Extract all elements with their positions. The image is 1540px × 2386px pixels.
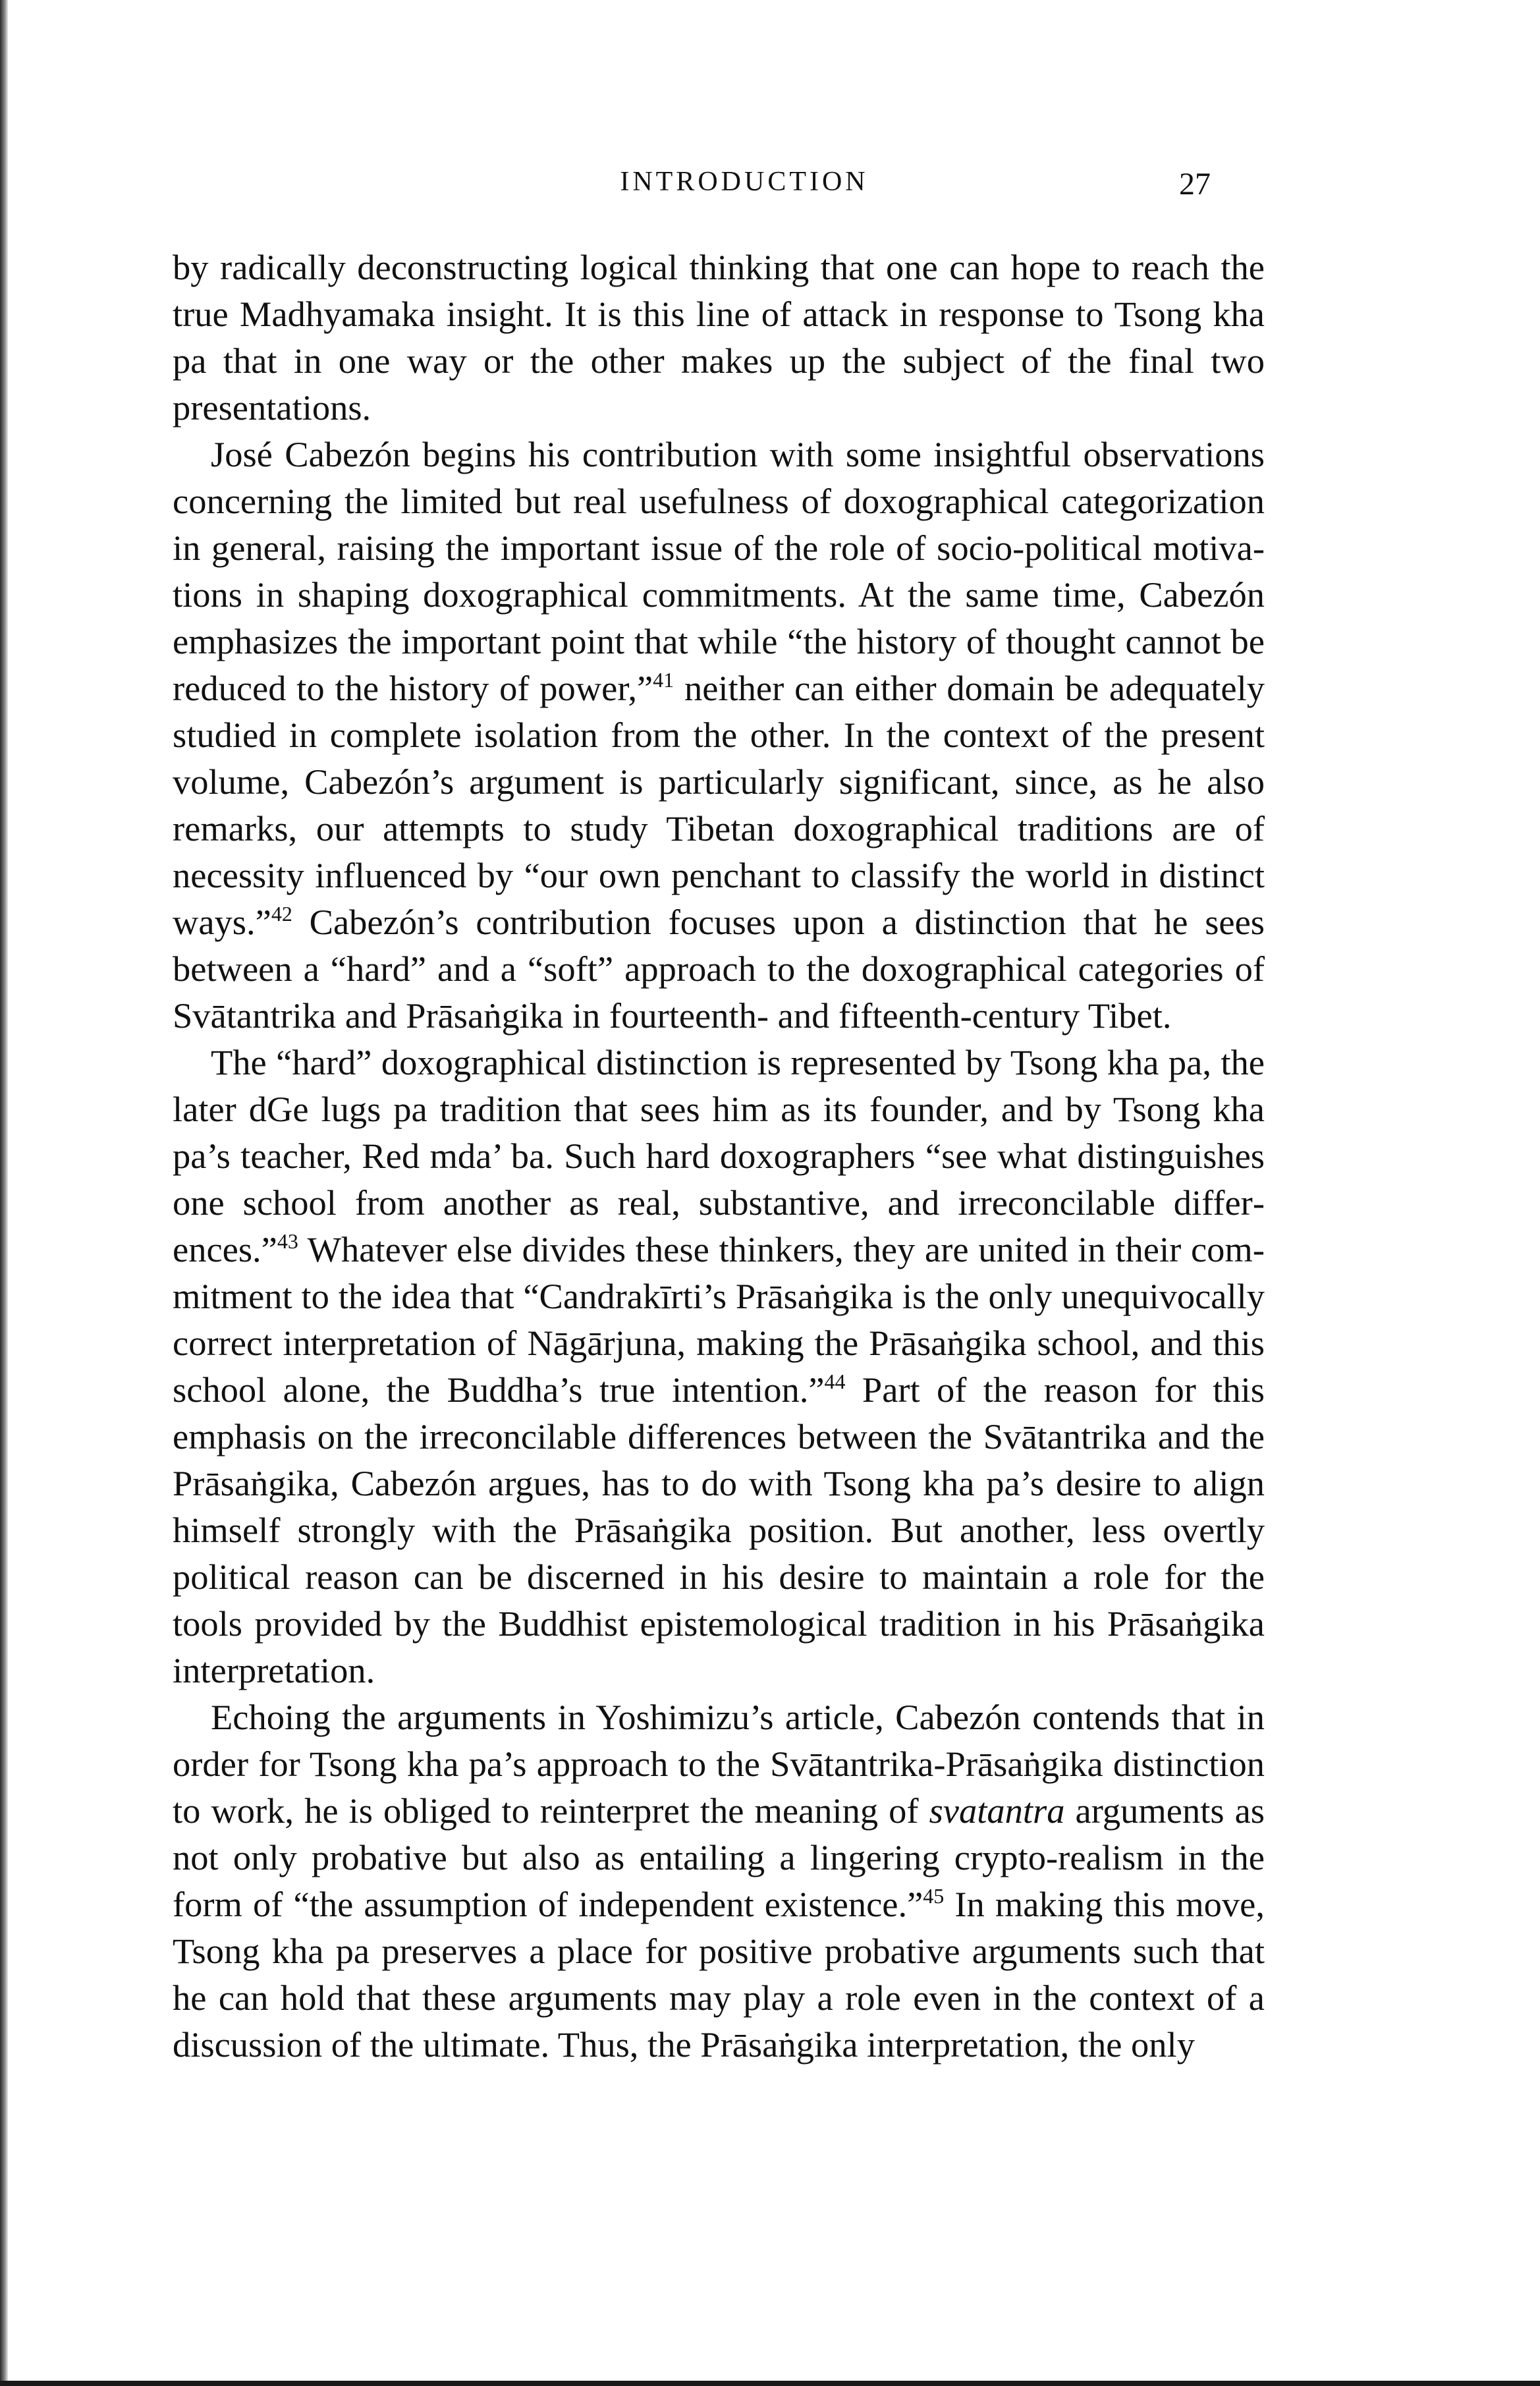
footnote-ref-43: 43 [277, 1229, 298, 1253]
running-title: INTRODUCTION [620, 167, 869, 197]
text-run: neither can either domain be adequately studied in complete isolation from the other. In the context of the present volume, Cabezón’s argument is particularly significant, since, as he also remarks, our attempts to study Tibetan doxographical traditions are of necessity influenced by “our own penchant to classify the world in distinct ways.” [173, 668, 1265, 942]
scan-bottom-edge [0, 2381, 1540, 2386]
footnote-ref-44: 44 [824, 1370, 846, 1393]
paragraph-1 [173, 244, 1265, 431]
scan-left-edge-shadow [0, 0, 8, 2386]
body-text [173, 244, 1265, 2068]
paragraph-3 [173, 1039, 1265, 1694]
paragraph-2 [173, 431, 1265, 1039]
text-run: Echoing the arguments in Yoshimizu’s article, Cabezón contends that in order for Tsong kha pa’s approach to the Svātantrika-Prāsaṅgika distinction to work, he is obliged to reinterpret the meaning of [173, 1697, 1265, 1831]
text-run: arguments as not only probative but also as entailing a lingering crypto-realism in the form of “the assumption of independent existence.” [173, 1790, 1265, 1924]
running-header [0, 166, 1540, 206]
paragraph-4 [173, 1694, 1265, 2068]
text-run: Whatever else divides these thinkers, they are united in their commitment to the idea that “Candrakīrti’s Prāsaṅgika is the only unequivocally correct interpretation of Nāgārjuna, making the Prāsaṅgika school, and this school alone, the Buddha’s true intention.” [173, 1229, 1265, 1410]
text-run: The “hard” doxographical distinction is represented by Tsong kha pa, the later dGe lugs pa tradition that sees him as its founder, and by Tsong kha pa’s teacher, Red mda’ ba. Such hard doxographers “see what distinguishes one school from another as real, substantive, and irreconcilable differences.” [173, 1042, 1265, 1269]
text-run: In making this move, Tsong kha pa preserves a place for positive probative arguments such that he can hold that these arguments may play a role even in the context of a discussion of the ultimate. Thus, the Prāsaṅgika interpretation, the only [173, 1884, 1265, 2065]
footnote-ref-42: 42 [271, 902, 292, 926]
text-run: José Cabezón begins his contribution with some insightful observations concerning the limited but real usefulness of doxographical categorization in general, raising the important issue of the role of socio-political motivations in shaping doxographical commitments. At the same time, Cabezón emphasizes the important point that while “the history of thought cannot be reduced to the history of power,” [173, 434, 1265, 708]
italic-term: svatantra [929, 1790, 1065, 1831]
page-number: 27 [1179, 167, 1211, 202]
text-run: by radically deconstructing logical thinking that one can hope to reach the true Madhyamaka insight. It is this line of attack in response to Tsong kha pa that in one way or the other makes up the subject of the final two presentations. [173, 247, 1265, 428]
text-run: Cabezón’s contribution focuses upon a distinction that he sees between a “hard” and a “soft” approach to the doxographical categories of Svātantrika and Prāsaṅgika in fourteenth- and fifteenth-century Tibet. [173, 902, 1265, 1036]
footnote-ref-41: 41 [653, 668, 674, 692]
footnote-ref-45: 45 [923, 1884, 945, 1908]
text-run: Part of the reason for this emphasis on the irreconcilable differences between the Svātantrika and the Prāsaṅgika, Cabezón argues, has to do with Tsong kha pa’s desire to align himself strongly with the Prāsaṅgika position. But another, less overtly political reason can be discerned in his desire to maintain a role for the tools provided by the Buddhist epistemological tradition in his Prāsaṅgika interpretation. [173, 1370, 1265, 1690]
